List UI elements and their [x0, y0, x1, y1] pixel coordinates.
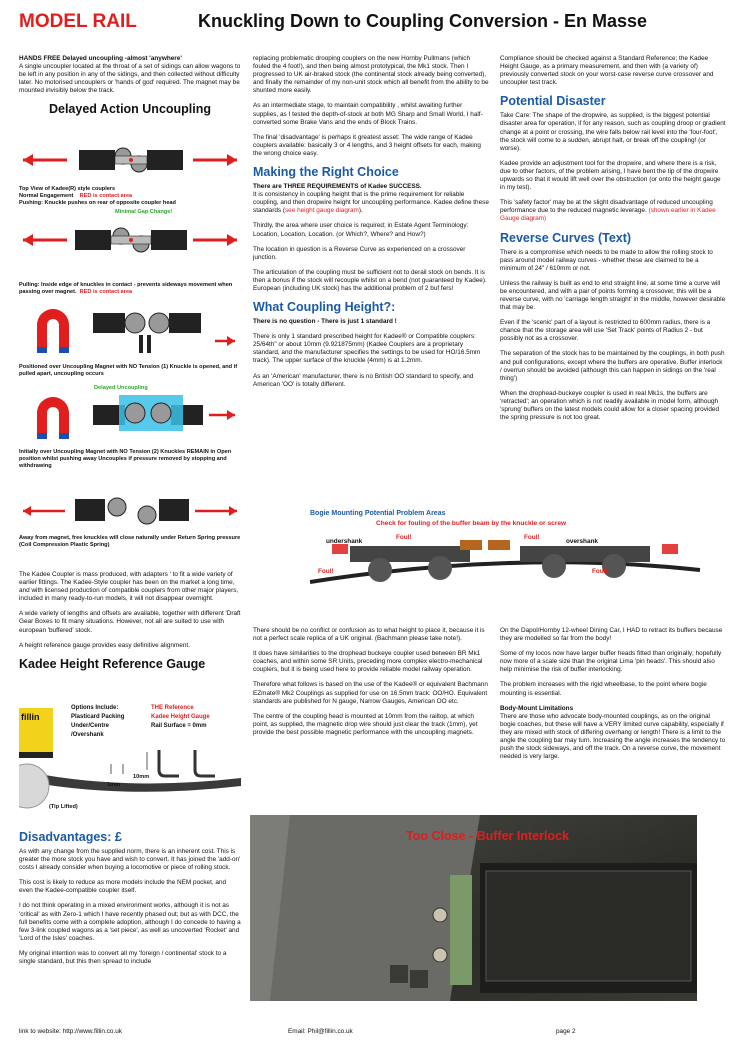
fig2-caption-2: RED is contact area [79, 288, 133, 295]
coupling-height-paragraph-2: As an 'American' manufacturer, there is no British OO standard to specify, and American 'OO' is totally different. [253, 372, 474, 388]
column-1 [19, 55, 241, 120]
fig3-caption: Positioned over Uncoupling Magnet with NO Tension (1) Knuckle is opened, and if pulled apart, uncoupling occurs [19, 364, 238, 377]
column-2-lower [253, 627, 489, 744]
bogie-diagram-title: Bogie Mounting Potential Problem Areas [310, 510, 446, 517]
reverse-curves-heading: Reverse Curves (Text) [500, 230, 632, 245]
column-2 [253, 55, 489, 396]
magnet-no-tension-diagram [19, 295, 241, 361]
footer-page-number: page 2 [556, 1028, 576, 1035]
foul-label-3: Foul! [318, 568, 334, 575]
gauge-option-2: Under/Centre [71, 723, 110, 729]
dapol-paragraph-3: The problem increases with the rigid wheelbase, to the point where bogie mounting is essential. [500, 681, 707, 697]
body-mount-heading: Body-Mount Limitations [500, 704, 574, 712]
conflict-paragraph-1: There should be no conflict or confusion as to what height to place it, because it is not a perfect scale replica of a UK original. (Bachmann please take note!). [253, 627, 485, 643]
delayed-uncoupling-heading: Delayed Action Uncoupling [48, 102, 212, 117]
bogie-diagram [310, 510, 720, 590]
height-gauge-diagram [19, 700, 241, 815]
height-gauge-link[interactable]: see height gauge diagram [284, 207, 359, 215]
bogie-diagram-graphic [310, 510, 720, 590]
conflict-paragraph-4: The centre of the coupling head is mounted at 10mm from the railtop, at which point, as supplied, the magnetic drop wire should just clear the track (1mm), yet provide the best possible magnetic performance with the uncoupling magnets. [253, 712, 478, 736]
fig4-caption: Initially over Uncoupling Magnet with NO Tension (2) Knuckles REMAIN in Open position whilst pushing away Uncouples if pressure removed by stopping and withdrawing [19, 449, 232, 469]
disadvantages-heading: Disadvantages: £ [19, 830, 122, 844]
overshank-label: overshank [566, 538, 598, 545]
delayed-uncoupling-diagram [19, 385, 241, 445]
fig1-caption-1: Top View of Kadee(R) style couplers [19, 186, 116, 192]
compliance-paragraph: Compliance should be checked against a Standard Reference; the Kadee Height Gauge, as a primary measurement, and then with (a variety of) previously converted stock on your worst-case reverse curve crossover and uncoupler test track. [500, 55, 714, 87]
column-1-lower [19, 571, 241, 675]
coupling-height-heading: What Coupling Height?: [253, 300, 396, 315]
gauge-reference-list [151, 704, 210, 731]
disaster-paragraph-3: This 'safety factor' may be at the slight disadvantage of reduced uncoupling performance due to the reduced magnetic leverage. [500, 199, 713, 215]
conflict-paragraph-3: Therefore what follows is based on the use of the Kadee® or equivalent Bachmann EZmate® Mk2 Couplings as supplied for use on 16.5mm track: OO/HO. Equivalent standards are published for N gauge, Narrow Gauges, American OO etc. [253, 681, 488, 705]
gauge-1mm-label: 1mm [107, 782, 121, 788]
fig2-caption-1: Pulling: Inside edge of knuckles in contact - prevents sideways movement when passing over magnet. [19, 282, 233, 295]
disaster-paragraph-3-note: (shown earlier in Kadee Gauge diagram) [500, 207, 716, 223]
col2-paragraph-3: The final 'disadvantage' is perhaps it greatest asset: The wide range of Kadee couplers available: basically 3 or 4 lengths, and 3 height offsets for each, making the wrong choice easy. [253, 133, 481, 157]
fig1-caption-2b: RED is contact area [79, 192, 133, 199]
away-from-magnet-diagram [19, 487, 241, 531]
intro-heading: HANDS FREE Delayed uncoupling -almost 'anywhere' [19, 55, 182, 62]
coupling-height-bold: There is no question - There is just 1 standard ! [253, 318, 397, 326]
right-choice-heading: Making the Right Choice [253, 165, 399, 180]
page-title: Knuckling Down to Coupling Conversion - En Masse [198, 11, 648, 31]
dapol-paragraph-1: On the Dapol/Hornby 12-wheel Dining Car, I HAD to retract its buffers because they are modelled so far from the body! [500, 627, 723, 643]
minimal-gap-label: Minimal Gap Change! [115, 209, 173, 215]
gauge-heading: Kadee Height Reference Gauge [19, 656, 206, 671]
disadvantages-paragraph-2: This cost is likely to reduce as more models include the NEM pocket, and even the Kadee-compatible coupler itself. [19, 879, 227, 895]
location-paragraph: The location in question is a Reverse Curve as experienced on a crossover junction. [253, 245, 466, 261]
pulling-diagram [19, 212, 241, 264]
brand-title: MODEL RAIL [19, 11, 137, 32]
reverse-paragraph-2: Unless the railway is built as end to end straight line, at some time a curve will be encountered, and with a pair of points forming a crossover, this will be a reverse curve, with no 'carriage length straight' in the middle, however desirable that may be. [500, 279, 726, 312]
coupler-figure-3 [19, 295, 241, 378]
gauge-ref-2: Rail Surface = 0mm [151, 723, 207, 729]
right-choice-text: It is consistency in coupling height that is the prime requirement for reliable coupling, and then dropwire height for uncoupling performance. Kadee define these standards ( [253, 191, 489, 215]
delayed-uncoupling-label: Delayed Uncoupling [94, 385, 148, 391]
col2-paragraph-1: replacing problematic drooping couplers on the new Hornby Pullmans (which fouled the 4 foot!), and then being almost prototypical, the Mk1 stock. Then I progressed to UK air-braked stock (the continental stock already being converted), and finally the remainder of my non-unit stock which all benefit from the ability to be shunted more easily. [253, 55, 489, 95]
coupler-figure-1 [19, 134, 241, 206]
dapol-paragraph-2: Some of my locos now have larger buffer heads fitted than originally; hopefully now more of a scale size than the original Lima 'pin heads'. This should also help minimise the risk of buffer interlocking. [500, 650, 722, 674]
disadvantages-paragraph-4: My original intention was to convert all my 'foreign / continental' stock to a single standard, but this then spread to include [19, 949, 227, 966]
coupler-figure-4 [19, 385, 241, 469]
undershank-label: undershank [326, 538, 363, 545]
intro-text: A single uncoupler located at the throat of a set of sidings can allow wagons to be left in any position in any of the sidings, and then collected without difficulty later. No motorised uncouplers or 'hands of god' required. The magnet may be mounted invisibly below the track. [19, 63, 241, 95]
normal-engagement-diagram [19, 134, 241, 186]
right-choice-end: ). [358, 207, 363, 215]
gauge-option-0: Options Include: [71, 705, 119, 711]
coupling-height-paragraph-1: There is only 1 standard prescribed height for Kadee® or Compatible couplers: 25/64th" or about 10mm (9.921875mm) (Kadee Couplers are a proprietary standard, and the manufacturer specifies the settings to be used for HO/16.5mm track). The upper surface of the knuckle (4mm) is at 1.2mm. [253, 333, 481, 365]
gauge-option-3: /Overshank [71, 732, 104, 738]
gauge-ref-1: Kadee Height Gauge [151, 714, 210, 720]
articulation-paragraph: The articulation of the coupling must be sufficient not to derail stock on bends. It is then a bonus if the stock will recouple whilst on a bend (not guaranteed by Kadee). European (including UK stock) has the additional problem of 2 buf fers! [253, 268, 487, 292]
column-3 [500, 55, 726, 429]
disaster-paragraph-2: Kadee provide an adjustment tool for the dropwire, and where there is a risk, due to other factors, of the problem arising, I have bent the tip of the dropwire upwards so that it would lift well over the obstruction (or onto the height gauge in my test). [500, 159, 721, 192]
disaster-paragraph-1: Take Care: The shape of the dropwire, as supplied, is the biggest potential disaster area for operation, if for any reason, such as coupling droop or gradient change at a point or crossing, the wire falls below rail level into the 'four-foot', the stock will come to a sudden, abrupt halt, or break off the coupling! (or worse). [500, 112, 726, 152]
potential-disaster-heading: Potential Disaster [500, 94, 606, 109]
reverse-paragraph-3: Even if the 'scenic' part of a layout is restricted to 600mm radius, there is a chance that the storage area will use 'Set Track' points of Radius 2 - but possibly not as a crossover. [500, 319, 711, 343]
gauge-ref-0: THE Reference [151, 705, 194, 711]
photo-title: Too Close - Buffer Interlock [406, 829, 569, 843]
gauge-brand-logo: fillin [21, 712, 40, 722]
reverse-paragraph-1: There is a compromise which needs to be made to allow the rolling stock to pass around model railway curves - whether these are claimed to be a minimum of 24" / 610mm or not. [500, 248, 713, 272]
foul-label-2: Foul! [524, 534, 540, 541]
footer-email[interactable]: Email: Phil@fillin.co.uk [288, 1028, 353, 1035]
fig5-caption: Away from magnet, free knuckles will close naturally under Return Spring pressure (Coil Compression Plastic Spring) [19, 535, 241, 548]
gauge-10mm-label: 10mm [133, 774, 150, 780]
fig1-caption-2a: Normal Engagement [19, 192, 74, 199]
bogie-diagram-subtitle: Check for fouling of the buffer beam by the knuckle or screw [376, 520, 567, 527]
gauge-option-1: Plasticard Packing [71, 714, 125, 720]
gauge-intro-paragraph: A height reference gauge provides easy definitive alignment. [19, 641, 190, 649]
coupler-figure-2 [19, 209, 241, 296]
reverse-paragraph-5: When the drophead-buckeye coupler is used in real Mk1s, the buffers are 'retracted'; an operation which is not readily available in model form, although 'sprung' buffers on the latest models could allow for a closer spacing provided the spring pressure is not too great. [500, 389, 720, 422]
foul-label-4: Foul! [592, 568, 608, 575]
coupler-figure-5 [19, 487, 241, 549]
disadvantages-section [19, 828, 241, 973]
disadvantages-paragraph-3: I do not think operating in a mixed environment works, although it is not as 'critical' as with Zero-1 which I have recently phased out; but as with DCC, the full benefits come with a complete adoption, although I do concede to having a few 3-link coupled wagons as a 'set piece', as well as uncoverted 'Rocket' and 'Lord of the Isles' coaches. [19, 902, 241, 942]
buffer-interlock-photo [250, 815, 697, 1001]
fig1-caption-3: Pushing: Knuckle pushes on rear of opposite coupler head [19, 199, 176, 206]
gauge-tip-lifted: (Tip Lifted) [49, 804, 78, 810]
gauge-options-list [71, 704, 124, 740]
right-choice-bold: There are THREE REQUIREMENTS of Kadee SUCCESS. [253, 183, 422, 191]
conflict-paragraph-2: It does have similarities to the drophead buckeye coupler used between BR Mk1 coaches, and within some SR Units, preceding more complex electro-mechanical couplers, but it is being used here to provide reliable model railway operation. [253, 650, 483, 674]
foul-label-1: Foul! [396, 534, 412, 541]
col2-paragraph-2: As an intermediate stage, to maintain compatibility , whilst awaiting further supplies, as I tested the depth-of-stock at both MG Sharp and Small World, I half-converted some Brake Vans and the ends of Block Trains. [253, 102, 483, 126]
footer-website-link[interactable]: link to website: http://www.fillin.co.uk [19, 1028, 123, 1035]
disadvantages-paragraph-1: As with any change from the supplied norm, there is an inherent cost. This is greater the more stock you have and wish to convert. It has joined the 'add-on' costs I already consider when buying a locomotive or piece of rolling stock. [19, 848, 241, 872]
column-3-lower [500, 627, 726, 768]
body-mount-paragraph: There are those who advocate body-mounted couplings, as on the original bogie coaches, but these will have a VERY limited curve capability, especially if they are mixed with stock of differing overhang or length! There is a limit to the angle the coupling bar may turn. Increasing the angle increases the tendency to push the stock sideways, and off the track. On a reverse curve, the movement needed is very large. [500, 712, 726, 761]
thirdly-paragraph: Thirdly, the area where user choice is required; in Estate Agent Terminology: Location, Location, Location. (or Which?, Where? and How?) [253, 222, 469, 238]
variety-paragraph: A wide variety of lengths and offsets are available, together with different 'Draft Gear Boxes to fit many situations. However, not all are suited to use with european 'buffered' stock. [19, 610, 241, 634]
mass-produced-paragraph: The Kadee Coupler is mass produced, with adapters ' to fit a wide variety of earlier fittings. The Kadee-Style coupler has been on the market a long time, and with licensed production of compatible couplers from other major players, included in many ready-to-run models, it will not disappear overnight. [19, 571, 239, 603]
reverse-paragraph-4: The separation of the stock has to be maintained by the couplings, in both push and pull configurations, except where the buffers are operative. Buffer interlock / overrun should be avoided (although this can happen in sidings on the 'real thing') [500, 350, 725, 382]
